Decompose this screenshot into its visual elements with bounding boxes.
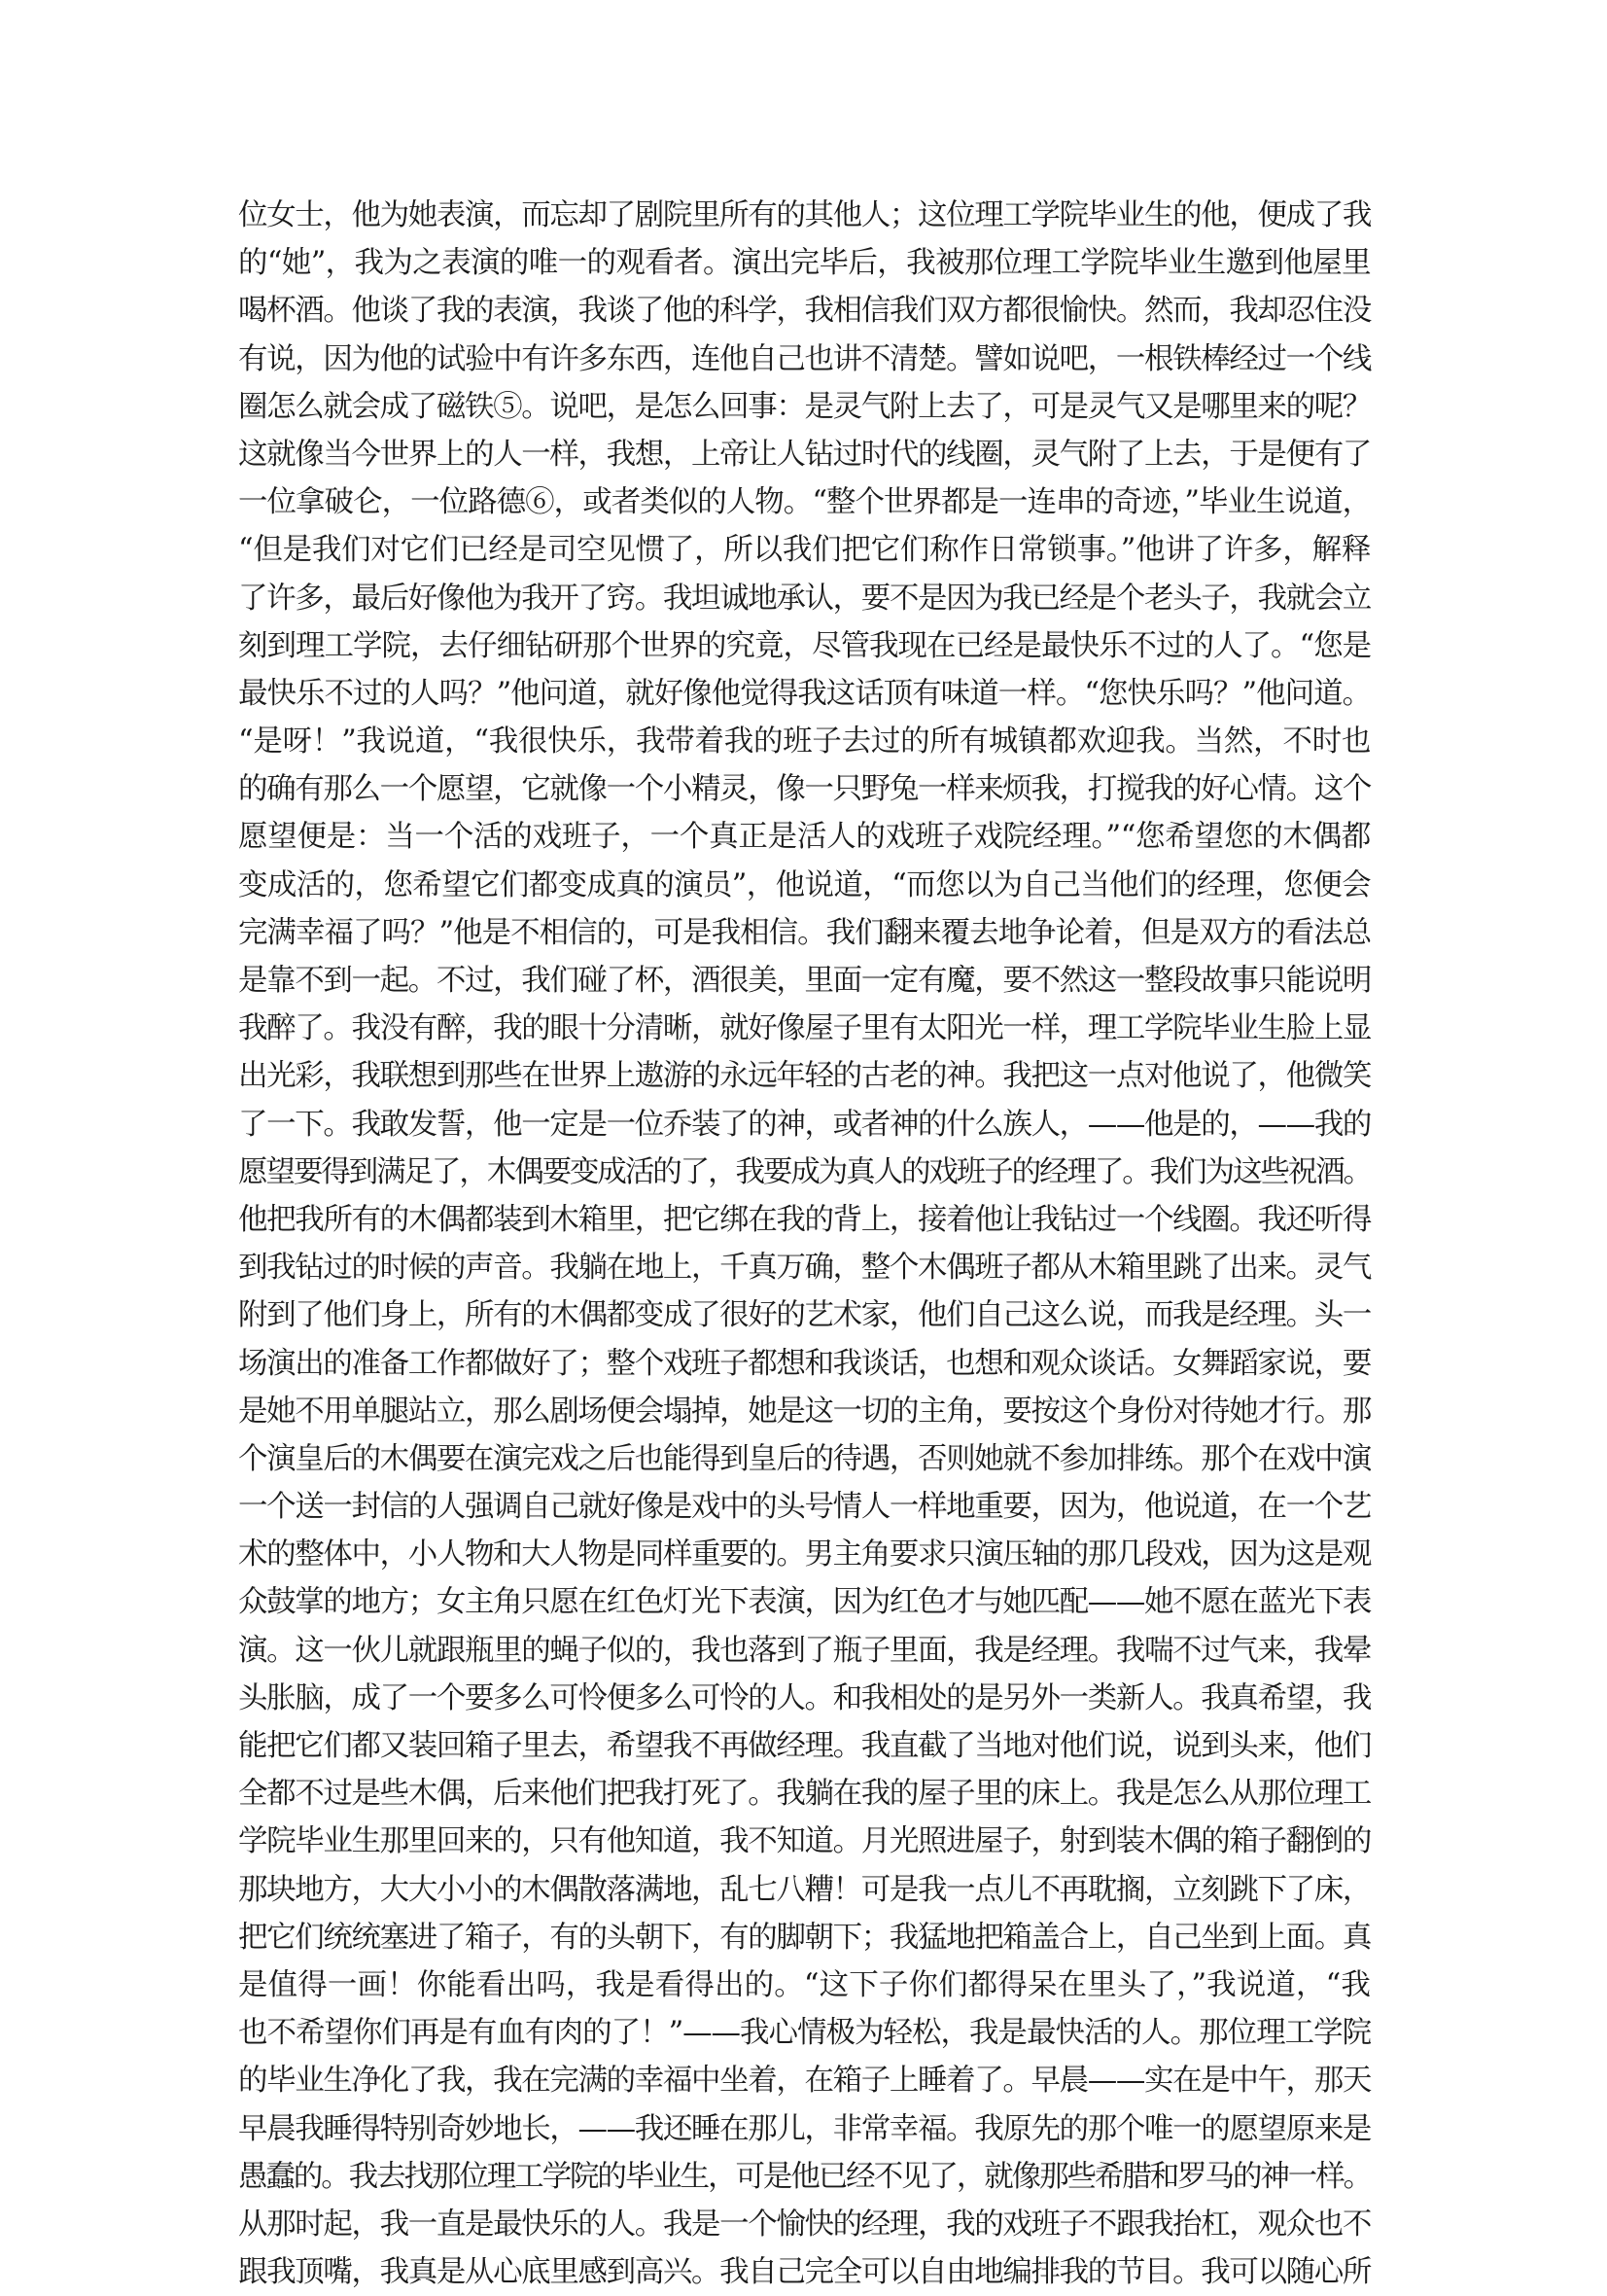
- text-line: 位女士，他为她表演，而忘却了剧院里所有的其他人；这位理工学院毕业生的他，便成了我: [238, 198, 1371, 232]
- text-line: 那块地方，大大小小的木偶散落满地，乱七八糟！可是我一点儿不再耽搁，立刻跳下了床，: [238, 1872, 1371, 1907]
- text-line: 全都不过是些木偶，后来他们把我打死了。我躺在我的屋子里的床上。我是怎么从那位理工: [238, 1777, 1371, 1812]
- text-line: “是呀！”我说道，“我很快乐，我带着我的班子去过的所有城镇都欢迎我。当然，不时也: [238, 724, 1371, 759]
- text-line: 喝杯酒。他谈了我的表演，我谈了他的科学，我相信我们双方都很愉快。然而，我却忍住没: [238, 294, 1371, 329]
- text-line: 到我钻过的时候的声音。我躺在地上，千真万确，整个木偶班子都从木箱里跳了出来。灵气: [238, 1251, 1371, 1286]
- text-line: 愿望便是：当一个活的戏班子，一个真正是活人的戏班子戏院经理。”“您希望您的木偶都: [238, 820, 1371, 855]
- text-line: 附到了他们身上，所有的木偶都变成了很好的艺术家，他们自己这么说，而我是经理。头一: [238, 1298, 1371, 1333]
- text-line: 头胀脑，成了一个要多么可怜便多么可怜的人。和我相处的是另外一类新人。我真希望，我: [238, 1680, 1371, 1715]
- text-line: 愿望要得到满足了，木偶要变成活的了，我要成为真人的戏班子的经理了。我们为这些祝酒。: [238, 1154, 1371, 1189]
- text-line: 圈怎么就会成了磁铁⑤。说吧，是怎么回事：是灵气附上去了，可是灵气又是哪里来的呢？: [238, 389, 1371, 424]
- text-line: 能把它们都又装回箱子里去，希望我不再做经理。我直截了当地对他们说，说到头来，他们: [238, 1729, 1371, 1763]
- text-line: 是靠不到一起。不过，我们碰了杯，酒很美，里面一定有魔，要不然这一整段故事只能说明: [238, 964, 1371, 998]
- text-line: 场演出的准备工作都做好了；整个戏班子都想和我谈话，也想和观众谈话。女舞蹈家说，要: [238, 1346, 1371, 1381]
- text-line: 了许多，最后好像他为我开了窍。我坦诚地承认，要不是因为我已经是个老头子，我就会立: [238, 581, 1371, 616]
- text-line: 刻到理工学院，去仔细钻研那个世界的究竟，尽管我现在已经是最快乐不过的人了。“您是: [238, 628, 1371, 663]
- text-line: 完满幸福了吗？”他是不相信的，可是我相信。我们翻来覆去地争论着，但是双方的看法总: [238, 915, 1371, 950]
- text-line: 从那时起，我一直是最快乐的人。我是一个愉快的经理，我的戏班子不跟我抬杠，观众也不: [238, 2207, 1371, 2242]
- text-line: 出光彩，我联想到那些在世界上遨游的永远年轻的古老的神。我把这一点对他说了，他微笑: [238, 1059, 1371, 1094]
- text-line: 一个送一封信的人强调自己就好像是戏中的头号情人一样地重要，因为，他说道，在一个艺: [238, 1490, 1371, 1525]
- body-paragraph: [238, 192, 1371, 2296]
- text-line: 愚蠢的。我去找那位理工学院的毕业生，可是他已经不见了，就像那些希腊和罗马的神一样。: [238, 2159, 1371, 2194]
- text-line: 的确有那么一个愿望，它就像一个小精灵，像一只野兔一样来烦我，打搅我的好心情。这个: [238, 772, 1371, 807]
- text-line: 的“她”，我为之表演的唯一的观看者。演出完毕后，我被那位理工学院毕业生邀到他屋里: [238, 246, 1371, 281]
- text-line: 术的整体中，小人物和大人物是同样重要的。男主角要求只演压轴的那几段戏，因为这是观: [238, 1537, 1371, 1572]
- text-line: 演。这一伙儿就跟瓶里的蝇子似的，我也落到了瓶子里面，我是经理。我喘不过气来，我晕: [238, 1633, 1371, 1668]
- text-line: 一位拿破仑，一位路德⑥，或者类似的人物。“整个世界都是一连串的奇迹，”毕业生说道，: [238, 485, 1371, 520]
- text-line: 有说，因为他的试验中有许多东西，连他自己也讲不清楚。譬如说吧，一根铁棒经过一个线: [238, 341, 1371, 376]
- text-line: 变成活的，您希望它们都变成真的演员”，他说道，“而您以为自己当他们的经理，您便会: [238, 867, 1371, 902]
- text-line: 他把我所有的木偶都装到木箱里，把它绑在我的背上，接着他让我钻过一个线圈。我还听得: [238, 1202, 1371, 1237]
- text-line: 个演皇后的木偶要在演完戏之后也能得到皇后的待遇，否则她就不参加排练。那个在戏中演: [238, 1441, 1371, 1476]
- text-line: 最快乐不过的人吗？”他问道，就好像他觉得我这话顶有味道一样。“您快乐吗？”他问道。: [238, 676, 1371, 711]
- text-line: 的毕业生净化了我，我在完满的幸福中坐着，在箱子上睡着了。早晨——实在是中午，那天: [238, 2064, 1371, 2099]
- text-line: “但是我们对它们已经是司空见惯了，所以我们把它们称作日常锁事。”他讲了许多，解释: [238, 533, 1371, 568]
- text-line: 早晨我睡得特别奇妙地长，——我还睡在那儿，非常幸福。我原先的那个唯一的愿望原来是: [238, 2111, 1371, 2146]
- text-line: 也不希望你们再是有血有肉的了！”——我心情极为轻松，我是最快活的人。那位理工学院: [238, 2016, 1371, 2051]
- text-line: 了一下。我敢发誓，他一定是一位乔装了的神，或者神的什么族人，——他是的，——我的: [238, 1107, 1371, 1142]
- text-line: 学院毕业生那里回来的，只有他知道，我不知道。月光照进屋子，射到装木偶的箱子翻倒的: [238, 1824, 1371, 1859]
- text-line: 是值得一画！你能看出吗，我是看得出的。“这下子你们都得呆在里头了，”我说道，“我: [238, 1967, 1371, 2002]
- text-line: 众鼓掌的地方；女主角只愿在红色灯光下表演，因为红色才与她匹配——她不愿在蓝光下表: [238, 1585, 1371, 1620]
- text-line: 我醉了。我没有醉，我的眼十分清晰，就好像屋子里有太阳光一样，理工学院毕业生脸上显: [238, 1011, 1371, 1046]
- text-line: 把它们统统塞进了箱子，有的头朝下，有的脚朝下；我猛地把箱盖合上，自己坐到上面。真: [238, 1920, 1371, 1955]
- text-line: 是她不用单腿站立，那么剧场便会塌掉，她是这一切的主角，要按这个身份对待她才行。那: [238, 1394, 1371, 1429]
- text-line: 跟我顶嘴，我真是从心底里感到高兴。我自己完全可以自由地编排我的节目。我可以随心所: [238, 2255, 1371, 2290]
- text-line: 这就像当今世界上的人一样，我想，上帝让人钻过时代的线圈，灵气附了上去，于是便有了: [238, 437, 1371, 472]
